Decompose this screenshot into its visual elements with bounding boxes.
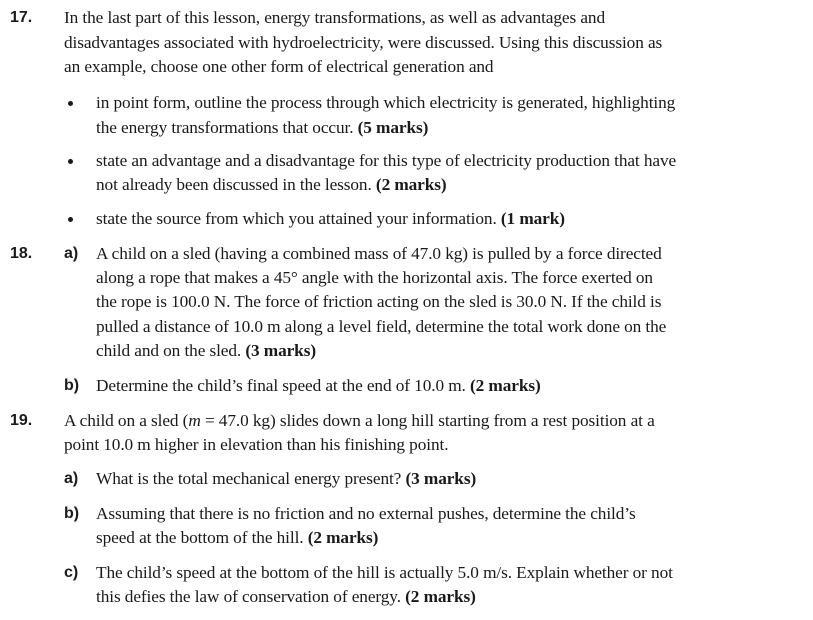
bullet-text-line: state an advantage and a disadvantage for this type of electricity production that have — [96, 151, 677, 170]
part-label: a) — [64, 245, 79, 262]
marks-label: (2 marks) — [405, 587, 476, 606]
bullet-icon — [68, 217, 73, 222]
question-text-line: Assuming that there is no friction and no external pushes, determine the child’s — [96, 504, 636, 523]
bullet-text-line: in point form, outline the process through which electricity is generated, highlighting — [96, 93, 676, 112]
question-text-line: Determine the child’s final speed at the end of 10.0 m. (2 marks) — [96, 376, 541, 395]
question-number: 18. — [10, 245, 33, 262]
question-text-line: A child on a sled (having a combined mass of 47.0 kg) is pulled by a force directed — [96, 244, 662, 263]
bullet-icon — [68, 159, 73, 164]
question-text-line: pulled a distance of 10.0 m along a level field, determine the total work done on the — [96, 317, 667, 336]
part-label: b) — [64, 505, 80, 522]
bullet-text-line: state the source from which you attained your information. (1 mark) — [96, 209, 565, 228]
question-text-line: A child on a sled (m = 47.0 kg) slides down a long hill starting from a rest position at a — [64, 411, 655, 430]
marks-label: (2 marks) — [470, 376, 541, 395]
question-text-line: child and on the sled. (3 marks) — [96, 341, 316, 360]
bullet-text-line: not already been discussed in the lesson. (2 marks) — [96, 175, 447, 194]
question-text-line: speed at the bottom of the hill. (2 marks) — [96, 528, 379, 547]
question-number: 19. — [10, 412, 33, 429]
marks-label: (2 marks) — [375, 175, 447, 194]
question-text-line: the rope is 100.0 N. The force of friction acting on the sled is 30.0 N. If the child is — [96, 292, 662, 311]
bullet-icon — [68, 101, 73, 106]
marks-label: (3 marks) — [405, 469, 477, 488]
question-number: 17. — [10, 9, 33, 26]
part-label: a) — [64, 470, 79, 487]
marks-label: (5 marks) — [357, 118, 429, 137]
question-text-line: point 10.0 m higher in elevation than his finishing point. — [64, 435, 449, 454]
marks-label: (2 marks) — [307, 528, 379, 547]
marks-label: (3 marks) — [245, 341, 316, 360]
question-text-line: disadvantages associated with hydroelectricity, were discussed. Using this discussion as — [64, 33, 663, 52]
question-text-line: an example, choose one other form of electrical generation and — [64, 57, 494, 76]
question-text-line: What is the total mechanical energy present? (3 marks) — [96, 469, 477, 488]
part-label: c) — [64, 564, 79, 581]
marks-label: (1 mark) — [500, 209, 565, 228]
question-text-line: this defies the law of conservation of energy. (2 marks) — [96, 587, 476, 606]
question-text-line: along a rope that makes a 45° angle with the horizontal axis. The force exerted on — [96, 268, 653, 287]
part-label: b) — [64, 377, 80, 394]
variable-m: m — [188, 411, 201, 430]
question-text-line: In the last part of this lesson, energy transformations, as well as advantages and — [64, 8, 605, 27]
question-text-line: The child’s speed at the bottom of the hill is actually 5.0 m/s. Explain whether or not — [96, 563, 673, 582]
bullet-text-line: the energy transformations that occur. (5 marks) — [96, 118, 429, 137]
